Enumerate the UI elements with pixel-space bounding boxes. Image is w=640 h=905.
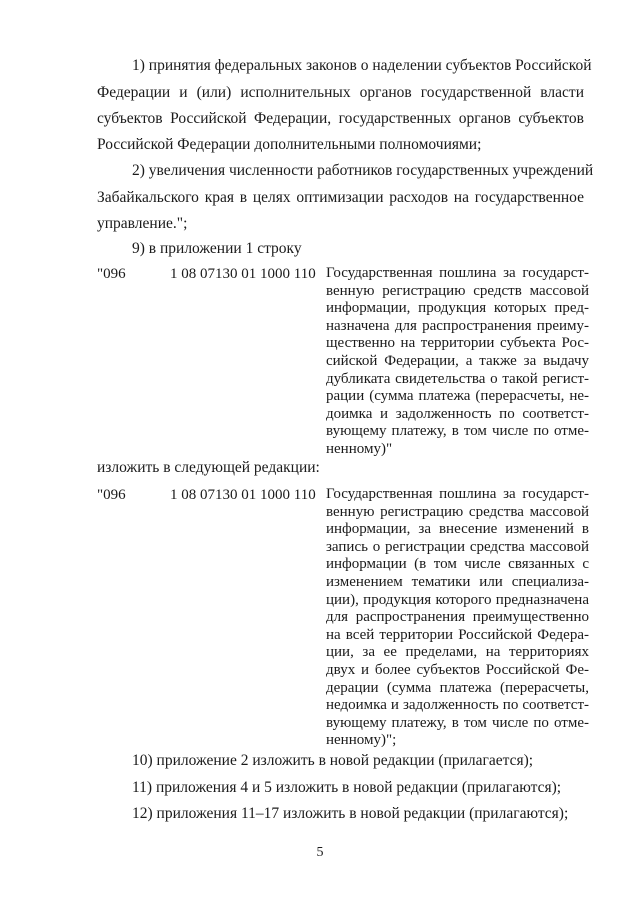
old-desc-line: рации (сумма платежа (перерасчеты, не-: [326, 388, 589, 405]
new-desc-line: ции, за ее пределами, на территориях: [326, 644, 589, 661]
new-row-description: [326, 486, 589, 750]
old-desc-line: венную регистрацию средств массовой: [326, 282, 589, 299]
paragraph-11: 11) приложения 4 и 5 изложить в новой редакции (прилагаются);: [132, 779, 562, 796]
old-desc-line: щественно на территории субъекта Рос-: [326, 335, 589, 352]
paragraph-9: 9) в приложении 1 строку: [132, 240, 302, 257]
old-desc-line: вующему платежу, в том числе по отме-: [326, 423, 589, 440]
new-desc-line: изменением тематики или специализа-: [326, 573, 589, 590]
old-desc-line: сийской Федерации, а также за выдачу: [326, 352, 589, 369]
replace-note: изложить в следующей редакции:: [97, 459, 320, 476]
new-desc-line: недоимка и задолженность по соответст-: [326, 697, 589, 714]
new-desc-line: Государственная пошлина за государст-: [326, 486, 589, 502]
old-row-kbk: 1 08 07130 01 1000 110: [170, 266, 316, 282]
new-desc-line: ции), продукция которого предназначена: [326, 591, 589, 608]
new-row-code: "096: [97, 487, 126, 503]
new-desc-line: двух и более субъектов Российской Фе-: [326, 661, 589, 678]
old-desc-line: доимка и задолженность по соответст-: [326, 405, 589, 422]
new-desc-line: запись о регистрации средства массовой: [326, 538, 589, 555]
page-number: 5: [316, 845, 324, 860]
paragraph-1-line-4: Российской Федерации дополнительными полномочиями;: [97, 136, 482, 153]
new-desc-line: информации (в том числе связанных с: [326, 556, 589, 573]
old-desc-line: ненному)": [326, 440, 393, 457]
new-desc-line: на всей территории Российской Федера-: [326, 626, 589, 643]
old-row-description: [326, 265, 589, 459]
new-desc-line: ненному)";: [326, 732, 397, 749]
old-desc-line: дубликата свидетельства о такой регист-: [326, 370, 589, 387]
new-desc-line: дерации (сумма платежа (перерасчеты,: [326, 679, 589, 696]
new-desc-line: вующему платежу, в том числе по отме-: [326, 714, 589, 731]
new-desc-line: для распространения преимущественно: [326, 609, 589, 626]
paragraph-1-line-1: 1) принятия федеральных законов о наделении субъектов Российской: [132, 57, 592, 74]
paragraph-12: 12) приложения 11–17 изложить в новой редакции (прилагаются);: [132, 805, 569, 822]
old-desc-line: назначена для распространения преиму-: [326, 317, 589, 334]
paragraph-2-line-1: 2) увеличения численности работников государственных учреждений: [132, 162, 594, 179]
paragraph-10: 10) приложение 2 изложить в новой редакции (прилагается);: [132, 752, 534, 769]
paragraph-2-line-3: управление.";: [97, 215, 188, 232]
paragraph-1-line-2: Федерации и (или) исполнительных органов государственной власти: [97, 84, 584, 101]
old-desc-line: Государственная пошлина за государст-: [326, 265, 589, 281]
new-desc-line: венную регистрацию средства массовой: [326, 503, 589, 520]
new-row-kbk: 1 08 07130 01 1000 110: [170, 487, 316, 503]
old-desc-line: информации, продукция которых пред-: [326, 300, 589, 317]
new-desc-line: информации, за внесение изменений в: [326, 521, 589, 538]
paragraph-1-line-3: субъектов Российской Федерации, государственных органов субъектов: [97, 110, 584, 127]
paragraph-2-line-2: Забайкальского края в целях оптимизации расходов на государственное: [97, 189, 584, 206]
old-row-code: "096: [97, 266, 126, 282]
